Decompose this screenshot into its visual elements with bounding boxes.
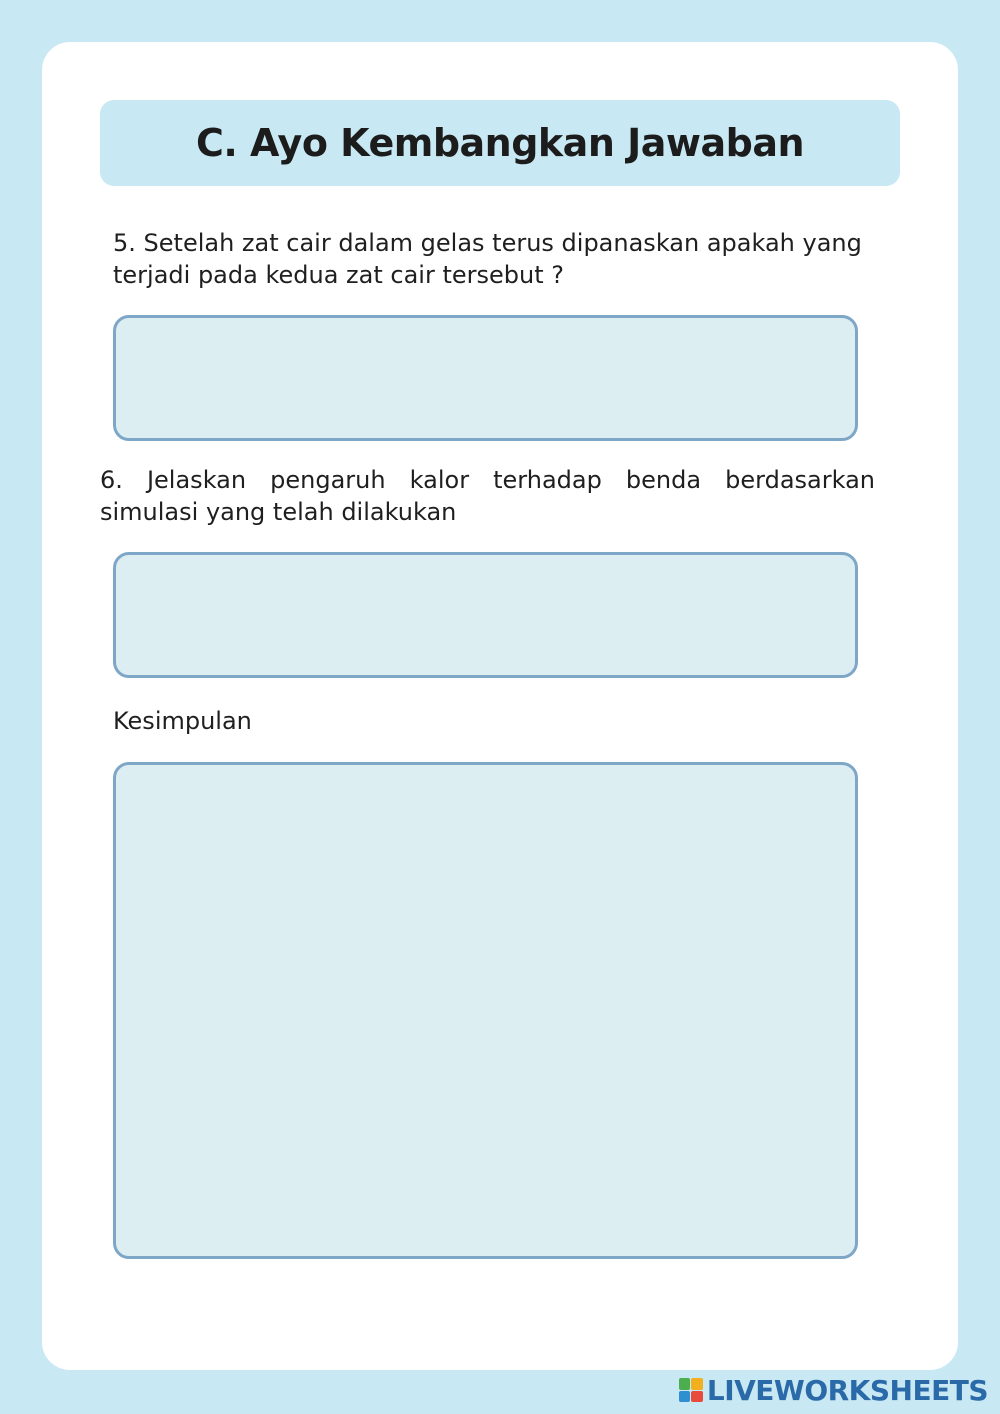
brand-name: LIVEWORKSHEETS — [706, 1373, 988, 1407]
question-6-answer-box[interactable] — [113, 552, 858, 678]
section-banner — [100, 100, 900, 186]
section-title: C. Ayo Kembangkan Jawaban — [195, 121, 805, 165]
liveworksheets-logo-icon — [679, 1378, 703, 1402]
conclusion-label: Kesimpulan — [113, 707, 252, 735]
liveworksheets-branding — [679, 1374, 988, 1406]
conclusion-answer-box[interactable] — [113, 762, 858, 1259]
question-5-answer-box[interactable] — [113, 315, 858, 441]
question-6-text: 6. Jelaskan pengaruh kalor terhadap benda berdasarkan simulasi yang telah dilakukan — [100, 466, 875, 526]
question-5-text: 5. Setelah zat cair dalam gelas terus dipanaskan apakah yang terjadi pada kedua zat cair tersebut ? — [113, 229, 862, 289]
